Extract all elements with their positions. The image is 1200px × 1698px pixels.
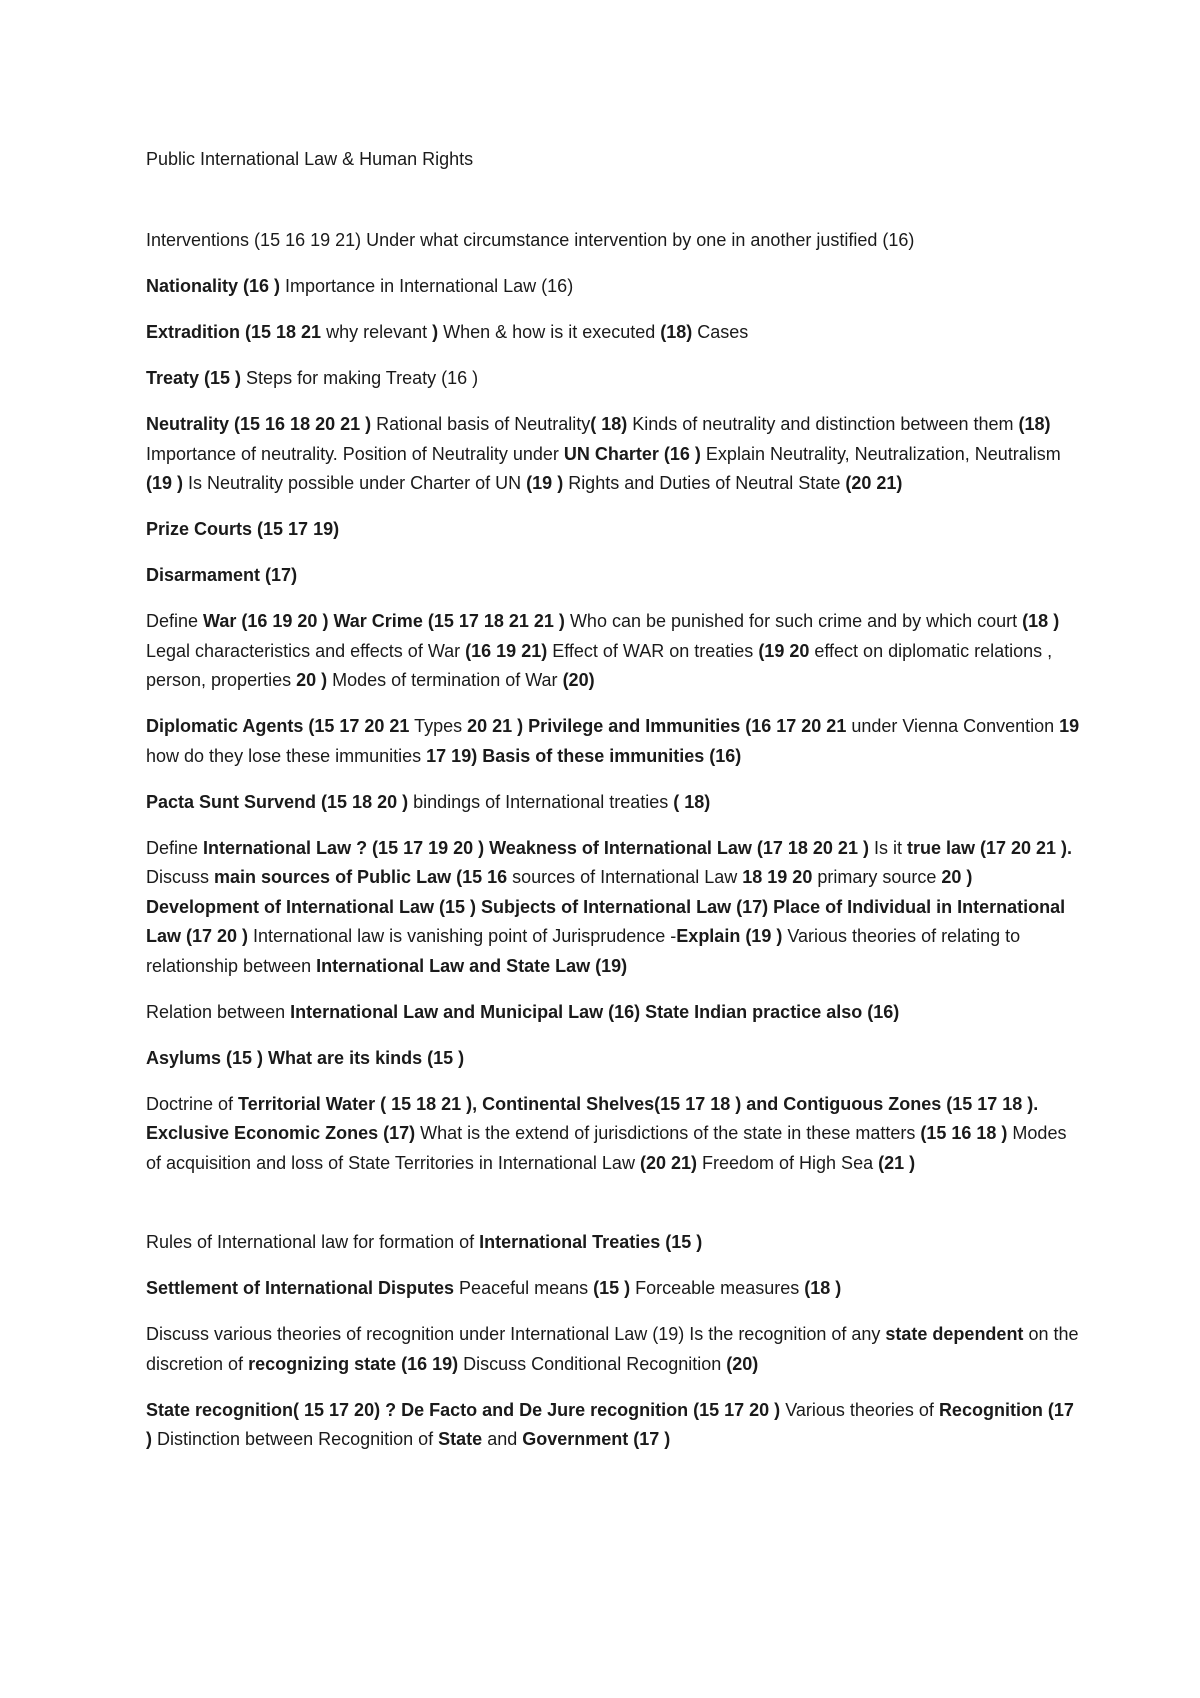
paragraph [146,410,1081,499]
bold-text-run: Diplomatic Agents (15 17 20 21 [146,716,410,736]
bold-text-run: Territorial Water ( 15 18 21 ), Continental Shelves(15 17 18 ) and Contiguous Zones (15 17 18 ). Exclusive Economic Zones (17) [146,1093,1039,1143]
bold-text-run: (18) [1018,414,1051,434]
text-run: Is Neutrality possible under Charter of UN [183,473,527,493]
bold-text-run: (20) [562,670,595,690]
paragraph [146,318,1081,348]
text-run: Kinds of neutrality and distinction between them [627,414,1019,434]
paragraph [146,1396,1081,1455]
text-run: how do they lose these immunities [146,745,427,766]
text-run: Rules of International law for formation of [146,1232,480,1252]
bold-text-run: recognizing state (16 19) [248,1353,459,1374]
bold-text-run: (15 ) [593,1278,631,1298]
paragraph [146,364,1081,394]
document-body [146,226,1100,1455]
text-run: why relevant [321,322,433,342]
bold-text-run: (18 ) [1022,611,1060,631]
bold-text-run: (19 ) [146,473,184,493]
bold-text-run: (18) [660,322,693,342]
text-run: Forceable measures [630,1278,805,1298]
text-run: Rational basis of Neutrality [371,414,591,434]
bold-text-run: State recognition( 15 17 20) ? De Facto and De Jure recognition (15 17 20 ) [146,1399,781,1420]
text-run: bindings of International treaties [408,791,674,812]
text-run: Various theories of [780,1399,939,1420]
text-run: International law is vanishing point of Jurisprudence - [248,926,677,946]
text-run: Various theories of relating to relationship between [146,926,1021,976]
bold-text-run: International Law and Municipal Law (16) State Indian practice also (16) [290,1001,900,1022]
paragraph [146,1090,1081,1179]
paragraph [146,1044,1081,1074]
bold-text-run: ( 18) [673,791,711,812]
bold-text-run: Treaty (15 ) [146,368,242,388]
text-run: When & how is it executed [438,322,661,342]
paragraph [146,712,1081,771]
bold-text-run: (20 21) [845,473,903,493]
text-run: Importance of neutrality. Position of Neutrality under [146,443,564,464]
bold-text-run: International Law ? (15 17 19 20 ) Weakness of International Law (17 18 20 21 ) [203,837,869,858]
text-run: Legal characteristics and effects of War [146,640,466,661]
text-run: Under what circumstance intervention by one in another justified (16) [361,230,915,250]
text-run: and [482,1429,523,1449]
bold-text-run: War (16 19 20 ) [203,611,329,631]
bold-text-run: Neutrality (15 16 18 20 21 ) [146,414,372,434]
bold-text-run: Government (17 ) [522,1429,671,1449]
bold-text-run: 19 [1059,716,1080,736]
text-run: Define [146,611,204,631]
paragraph [146,998,1081,1028]
bold-text-run: (18 ) [804,1278,842,1298]
text-run: Is it [868,837,907,858]
text-run: Explain Neutrality, Neutralization, Neutralism [700,443,1061,464]
bold-text-run: (16 19 21) [465,640,548,661]
text-run: Relation between [146,1001,291,1022]
bold-text-run: (20) [726,1353,759,1374]
text-run: under Vienna Convention [846,716,1060,736]
text-run: Discuss Conditional Recognition [458,1353,727,1374]
bold-text-run: (19 ) [526,473,564,493]
text-run: Importance in International Law (16) [280,276,574,296]
text-run: Peaceful means [454,1278,594,1298]
bold-text-run: main sources of Public Law (15 16 [214,867,508,887]
bold-text-run: Nationality (16 ) [146,276,281,296]
text-run: Discuss various theories of recognition under International Law (19) Is the recognition of any [146,1324,886,1344]
paragraph [146,226,1081,256]
bold-text-run: (20 21) [639,1152,697,1173]
bold-text-run: (21 ) [878,1152,916,1173]
text-run: Define [146,837,204,858]
text-run: Types [409,716,468,736]
text-run: Modes of acquisition and loss of State Territories in International Law [146,1123,1067,1173]
paragraph [146,1228,1081,1258]
bold-text-run: Asylums (15 ) What are its kinds (15 ) [146,1047,465,1068]
bold-text-run: (19 20 [758,640,810,661]
bold-text-run: Disarmament (17) [146,565,298,585]
bold-text-run: UN Charter (16 ) [563,443,701,464]
bold-text-run: Prize Courts (15 17 19) [146,519,340,539]
text-run: Steps for making Treaty (16 ) [241,368,479,388]
paragraph [146,788,1081,818]
text-run: on the discretion of [146,1324,1079,1374]
paragraph [146,272,1081,302]
bold-text-run: 17 19) Basis of these immunities (16) [426,745,742,766]
text-run: Modes of termination of War [327,670,563,690]
bold-text-run: 18 19 20 [742,867,813,887]
paragraph [146,607,1081,696]
text-run: Effect of WAR on treaties [547,640,759,661]
text-run: What is the extend of jurisdictions of the state in these matters [415,1123,921,1143]
text-run: Interventions (15 16 19 21) [146,230,362,250]
bold-text-run: War Crime (15 17 18 21 21 ) [333,611,565,631]
bold-text-run: ( 18) [590,414,628,434]
bold-text-run: Settlement of International Disputes [146,1278,455,1298]
document-title: Public International Law & Human Rights [146,149,474,169]
text-run: Freedom of High Sea [697,1152,879,1173]
bold-text-run: Extradition (15 18 21 [146,322,322,342]
bold-text-run: (15 16 18 ) [920,1123,1008,1143]
bold-text-run: Explain (19 ) [676,926,783,946]
bold-text-run: 20 ) Development of International Law (15 ) Subjects of International Law (17) Place of Individual in International Law (17 20 ) [146,867,1066,946]
text-run: Doctrine of [146,1093,239,1114]
paragraph [146,1320,1081,1379]
bold-text-run: 20 ) [296,670,328,690]
text-run: effect on diplomatic relations , person, properties [146,640,1053,690]
text-run: Rights and Duties of Neutral State [563,473,846,493]
paragraph [146,561,1081,591]
paragraph [146,515,1081,545]
bold-text-run: International Treaties (15 ) [479,1232,703,1252]
text-run: Discuss [146,867,215,887]
text-run: primary source [812,867,942,887]
text-run: sources of International Law [507,867,743,887]
bold-text-run: ) [432,322,439,342]
paragraph [146,1274,1081,1304]
bold-text-run: 20 21 ) Privilege and Immunities (16 17 20 21 [467,716,847,736]
paragraph [146,834,1081,982]
bold-text-run: true law (17 20 21 ). [906,837,1073,858]
bold-text-run: state dependent [885,1324,1024,1344]
text-run: Cases [692,322,749,342]
bold-text-run: Recognition (17 ) [146,1399,1074,1449]
bold-text-run: International Law and State Law (19) [316,955,628,976]
bold-text-run: Pacta Sunt Survend (15 18 20 ) [146,791,409,812]
text-run: Who can be punished for such crime and by which court [564,611,1023,631]
text-run: Distinction between Recognition of [152,1429,439,1449]
bold-text-run: State [438,1429,483,1449]
